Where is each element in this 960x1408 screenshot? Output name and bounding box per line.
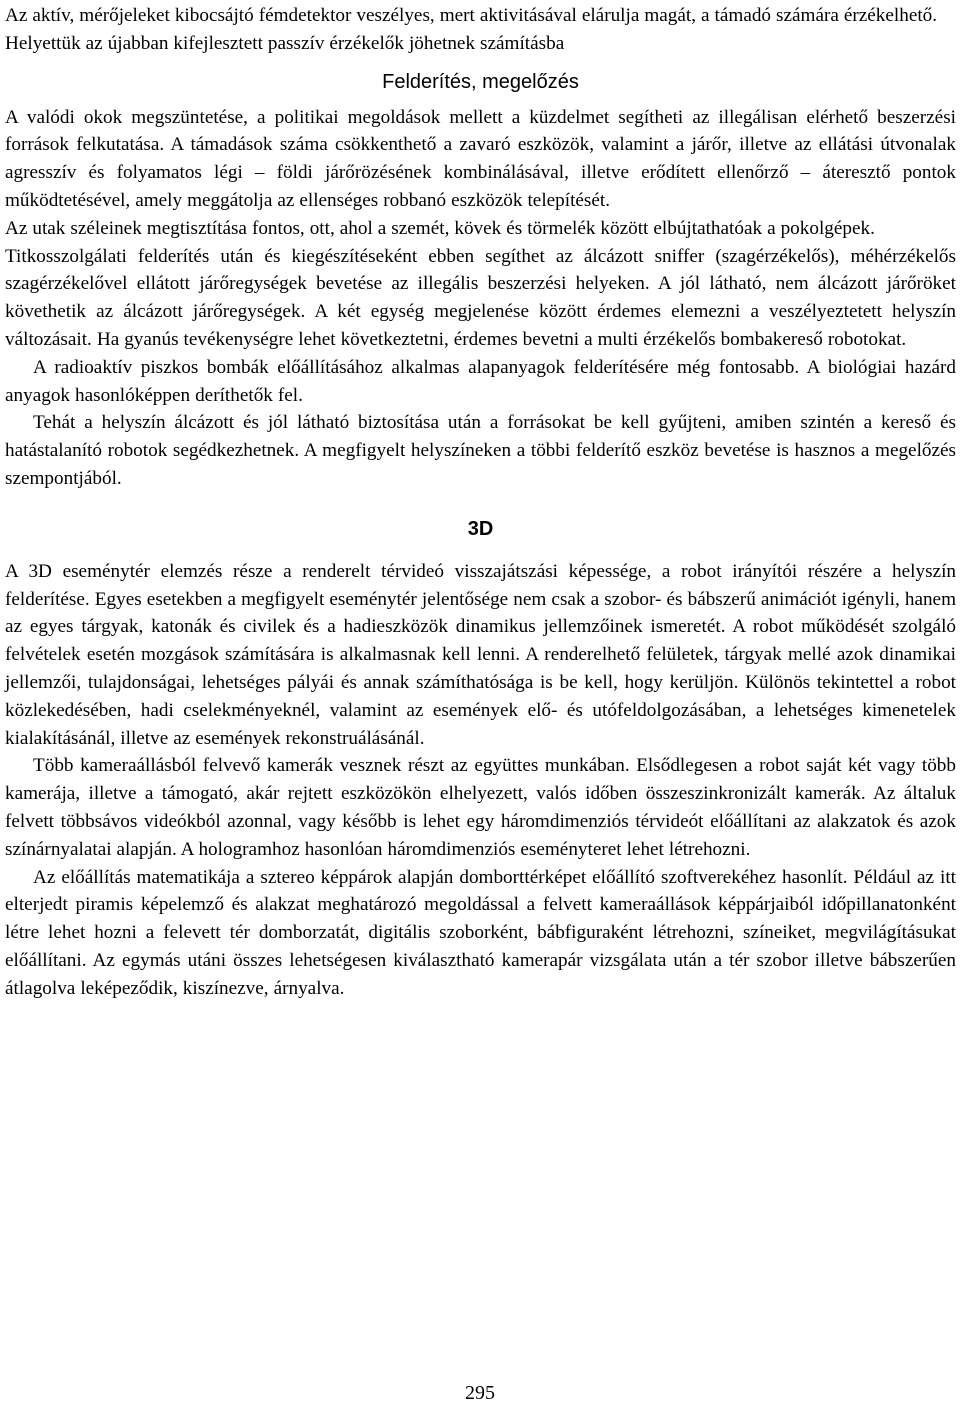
section2-paragraph-1: A 3D eseménytér elemzés része a renderelt térvideó visszajátszási képessége, a robot irányítói részére a helyszín felderítése. Egyes esetekben a megfigyelt eseménytér jelentősége nem csak a szobor- és bábszerű animációt igényli, hanem az egyes tárgyak, katonák és civilek és a hadieszközök dinamikus jellemzőinek ismeretét. A robot működését szolgáló felvételek esetén mozgások számítására is alkalmasnak kell lenni. A renderelhető felületek, tárgyak mellé azok dinamikai jellemzői, tulajdonságai, lehetséges pályái és annak számíthatósága is be kell, hogy kerüljön. Különös tekintettel a robot közlekedésében, hadi cselekményeknél, valamint az események elő- és utófeldolgozásában, a lehetséges kimenetelek kialakításánál, illetve az események rekonstruálásánál.: [5, 560, 956, 749]
page-content: [5, 2, 956, 1003]
section2-paragraph-2: Több kameraállásból felvevő kamerák vesznek részt az együttes munkában. Elsődlegesen a robot saját két vagy több kamerája, illetve a támogató, akár rejtett eszközökön elhelyezett, valós időben összeszinkronizált kamerák. Az általuk felvett többsávos videókból azonnal, vagy később is lehet egy háromdimenziós térvideót előállítani az alakzatok és azok színárnyalatai alapján. A hologramhoz hasonlóan háromdimenziós eseményteret lehet létrehozni.: [5, 755, 956, 860]
section1-paragraph-2: Az utak széleinek megtisztítása fontos, ott, ahol a szemét, kövek és törmelék között elbújtathatóak a pokolgépek.: [5, 217, 875, 239]
section2-paragraph-3: Az előállítás matematikája a sztereo képpárok alapján domborttérképet előállító szoftverekéhez hasonlít. Például az itt elterjedt piramis képelemző és alakzat meghatározó megoldással a felvett kameraállások képpárjaiból időpillanatonként létre lehet hozni a felevett tér domborzatát, digitális szoborként, bábfiguraként létrehozni, színeiket, megvilágításukat előállítani. Az egymás utáni összes lehetségesen kiválasztható kamerapár vizsgálata után a tér szobor illetve bábszerűen átlagolva leképeződik, kiszínezve, árnyalva.: [5, 866, 956, 999]
section1-paragraph-1: A valódi okok megszüntetése, a politikai megoldások mellett a küzdelmet segítheti az illegálisan elérhető beszerzési források felkutatása. A támadások száma csökkenthető a zavaró eszközök, valamint a járőr, illetve az ellátási útvonalak agresszív és folyamatos légi – földi járőrözésének kombinálásával, illetve erődített ellenőrző – áteresztő pontok működtetésével, amely meggátolja az ellenséges robbanó eszközök telepítését.: [5, 106, 956, 211]
section1-paragraph-4: A radioaktív piszkos bombák előállításához alkalmas alapanyagok felderítésére még fontosabb. A biológiai hazárd anyagok hasonlóképpen deríthetők fel.: [5, 356, 956, 406]
section-heading-felderites: Felderítés, megelőzés: [382, 70, 579, 93]
intro-paragraph-1: Az aktív, mérőjeleket kibocsájtó fémdetektor veszélyes, mert aktivitásával elárulja magát, a támadó számára érzékelhető.: [5, 5, 938, 26]
section-heading-3d: 3D: [467, 517, 494, 540]
page-number: 295: [465, 1382, 495, 1404]
intro-paragraph-2: Helyettük az újabban kifejlesztett passzív érzékelők jöhetnek számításba: [5, 32, 565, 54]
section1-paragraph-3: Titkosszolgálati felderítés után és kiegészítéseként ebben segíthet az álcázott sniffer (szagérzékelős), méhérzékelős szagérzékelővel ellátott járőregységek bevetése az illegális beszerzési helyeken. A jól látható, nem álcázott járőröket követhetik az álcázott járőregységek. A két egység megjelenése között érdemes elemezni a veszélyeztetett helyszín változásait. Ha gyanús tevékenységre lehet következtetni, érdemes bevetni a multi érzékelős bombakereső robotokat.: [5, 245, 956, 350]
section1-paragraph-5: Tehát a helyszín álcázott és jól látható biztosítása után a forrásokat be kell gyűjteni, amiben szintén a kereső és hatástalanító robotok segédkezhetnek. A megfigyelt helyszíneken a többi felderítő eszköz bevetése is hasznos a megelőzés szempontjából.: [5, 412, 956, 489]
